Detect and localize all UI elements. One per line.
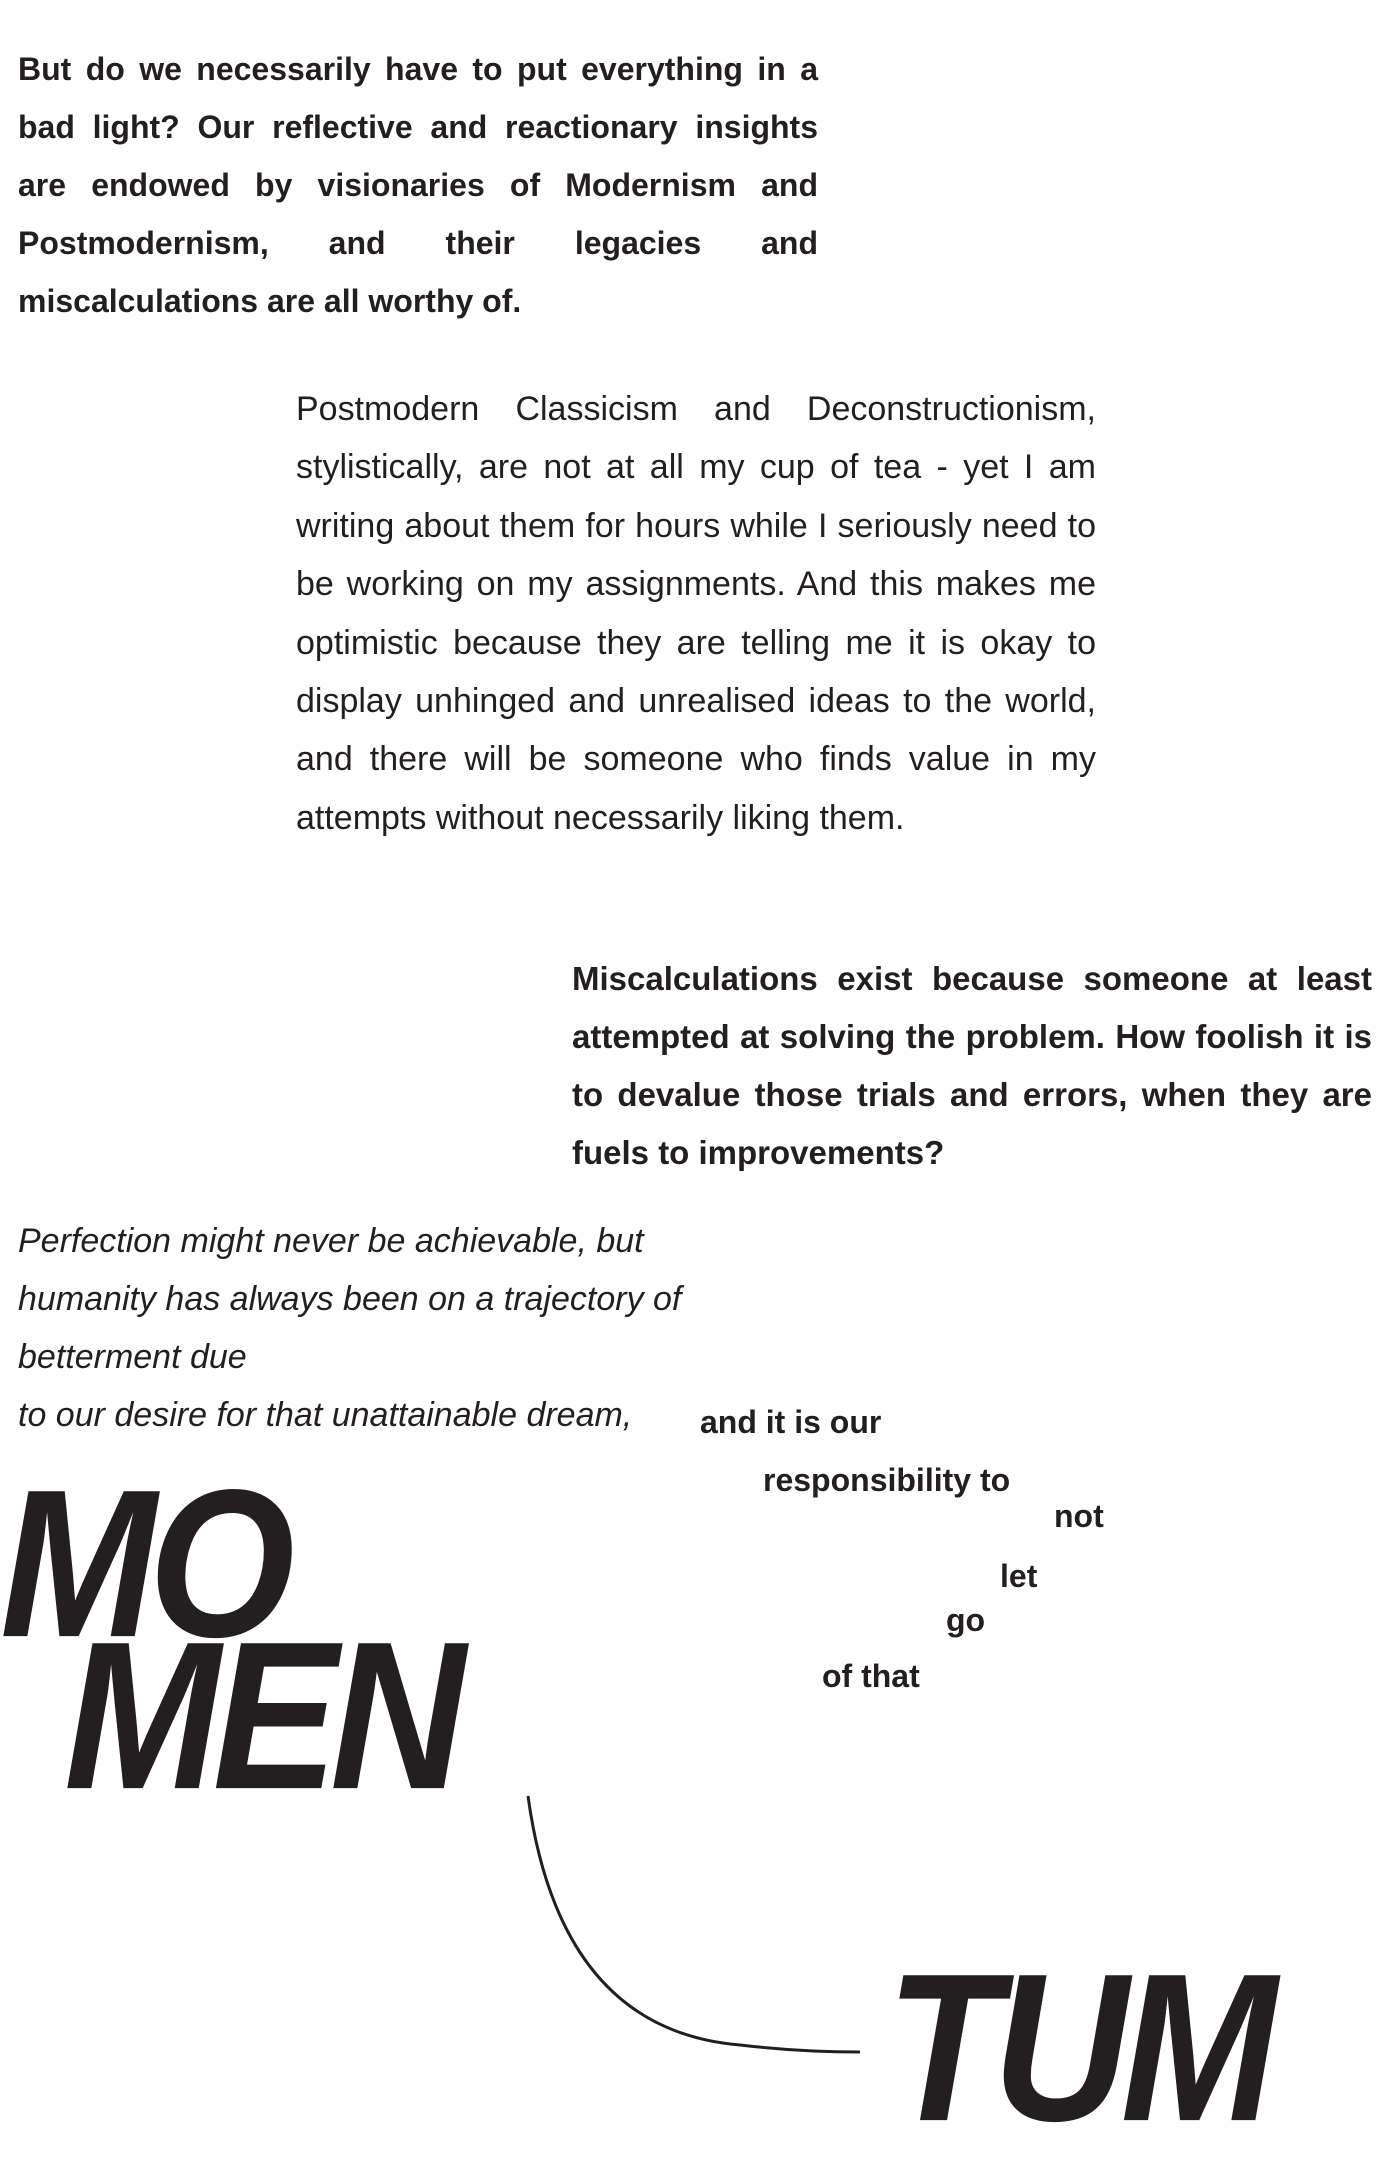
scatter-of-that: of that — [822, 1658, 920, 1694]
scatter-responsibility-to: responsibility to — [763, 1462, 1011, 1498]
perfection-line: humanity has always been on a trajectory of — [18, 1280, 682, 1318]
scatter-let: let — [1000, 1558, 1038, 1594]
paragraph-postmodern: Postmodern Classicism and Deconstructionism, stylistically, are not at all my cup of tea - yet I am writing about them for hours while I seriously need to be working on my assignments. And this makes me optimistic because they are telling me it is okay to display unhinged and unrealised ideas to the world, and there will be someone who finds value in my attempts without necessarily liking them. — [296, 390, 1096, 837]
big-word-mo: MO — [0, 1445, 287, 1681]
scatter-not: not — [1054, 1498, 1104, 1534]
paragraph-miscalculations: Miscalculations exist because someone at least attempted at solving the problem. How foolish it is to devalue those trials and errors, when they are fuels to improvements? — [572, 960, 1372, 1171]
scatter-and-it-is-our: and it is our — [700, 1404, 882, 1440]
paragraph-perfection — [18, 1212, 818, 1444]
perfection-line: to our desire for that unattainable dream, — [18, 1396, 633, 1434]
perfection-line: betterment due — [18, 1338, 247, 1376]
paragraph-intro: But do we necessarily have to put everything in a bad light? Our reflective and reactionary insights are endowed by visionaries of Modernism and Postmodernism, and their legacies and miscalculations are all worthy of. — [18, 51, 818, 319]
scatter-go: go — [946, 1602, 986, 1638]
big-word-men: MEN — [64, 1597, 458, 1833]
big-word-tum: TUM — [886, 1929, 1270, 2165]
perfection-line: Perfection might never be achievable, but — [18, 1222, 644, 1260]
